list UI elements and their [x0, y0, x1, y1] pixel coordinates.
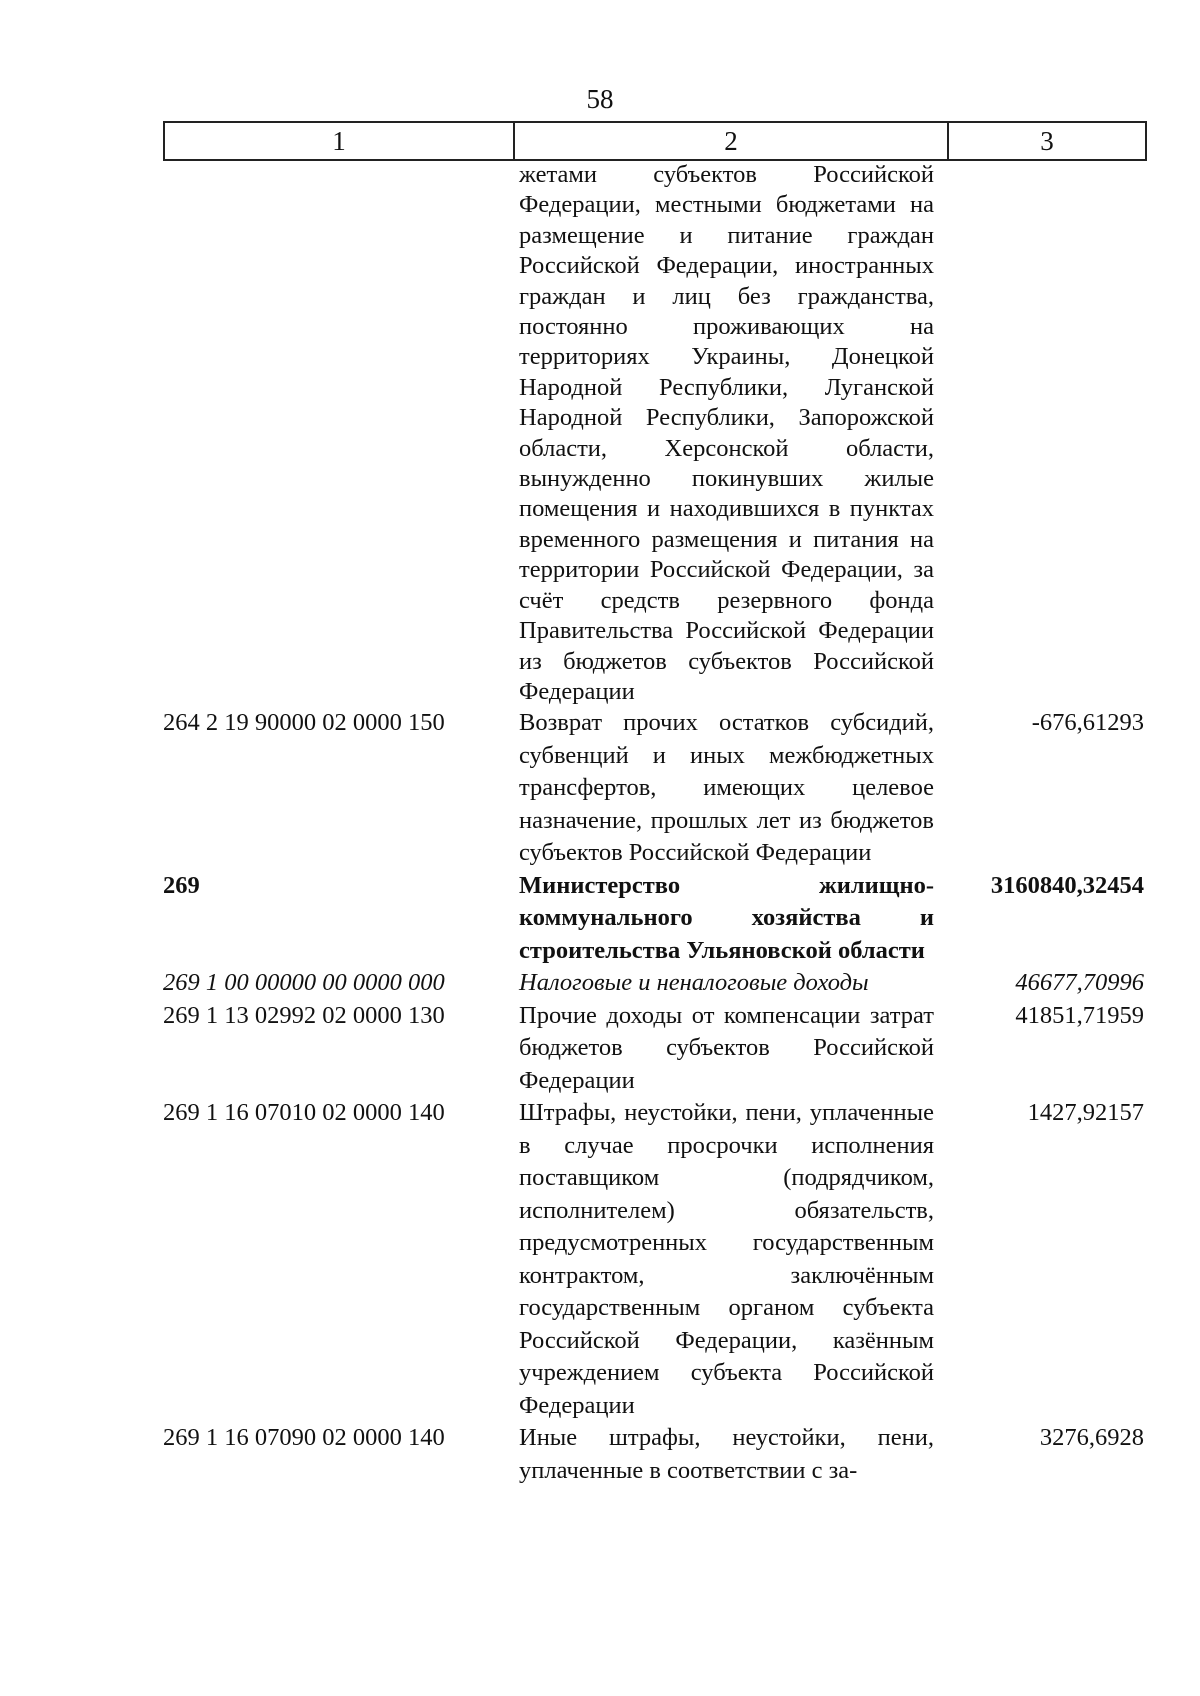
row-amount: 3160840,32454 [990, 871, 1144, 899]
row-description: Штрафы, неустойки, пени, уплаченные в случае просрочки исполнения поставщиком (подрядчиком, исполнителем) обязательств, предусмотренных государственным контрактом, заключённым государственным органом субъекта Российской Федерации, казённым учреждением субъекта Российской Федерации [519, 1099, 934, 1419]
header-col-3: 3 [1040, 125, 1054, 156]
row-amount: -676,61293 [1031, 709, 1144, 737]
page-number: 58 [586, 84, 614, 114]
table-row [163, 1422, 1153, 1487]
table-row [163, 1097, 1153, 1422]
row-code: 269 1 16 07090 02 0000 140 [163, 1424, 445, 1452]
row-code: 264 2 19 90000 02 0000 150 [163, 709, 445, 737]
row-amount: 1427,92157 [1027, 1099, 1144, 1127]
row-amount [934, 160, 1144, 707]
row-description: Прочие доходы от компенсации затрат бюджетов субъектов Российской Федерации [519, 1001, 934, 1094]
row-code: 269 1 16 07010 02 0000 140 [163, 1099, 445, 1127]
table-body [163, 160, 1153, 1487]
table-row [163, 967, 1153, 1000]
table-row [163, 160, 1153, 707]
table-row [163, 1000, 1153, 1098]
row-amount: 41851,71959 [1015, 1001, 1144, 1029]
row-code: 269 1 00 00000 00 0000 000 [163, 969, 445, 997]
row-code: 269 1 13 02992 02 0000 130 [163, 1001, 445, 1029]
row-description: Министерство жилищно-коммунального хозяйства и строительства Ульяновской области [519, 871, 934, 964]
header-col-1: 1 [165, 123, 515, 159]
header-col-2: 2 [515, 123, 949, 159]
row-description: жетами субъектов Российской Федерации, местными бюджетами на размещение и питание граждан Российской Федерации, иностранных граждан и лиц без гражданства, постоянно проживающих на территориях Украины, Донецкой Народной Республики, Луганской Народной Республики, Запорожской области, Херсонской области, вынужденно покинувших жилые помещения и находившихся в пунктах временного размещения и питания на территории Российской Федерации, за счёт средств резервного фонда Правительства Российской Федерации из бюджетов субъектов Российской Федерации [519, 161, 934, 705]
row-amount: 3276,6928 [1039, 1424, 1144, 1452]
table-row [163, 707, 1153, 870]
row-amount: 46677,70996 [1015, 969, 1144, 997]
row-code: 269 [163, 871, 200, 899]
row-description: Возврат прочих остатков субсидий, субвенций и иных межбюджетных трансфертов, имеющих целевое назначение, прошлых лет из бюджетов субъектов Российской Федерации [519, 709, 934, 867]
table-header [163, 121, 1147, 161]
row-code [163, 160, 519, 707]
row-description: Налоговые и неналоговые доходы [519, 969, 869, 997]
table-row [163, 870, 1153, 968]
row-description: Иные штрафы, неустойки, пени, уплаченные в соответствии с за- [519, 1424, 934, 1484]
